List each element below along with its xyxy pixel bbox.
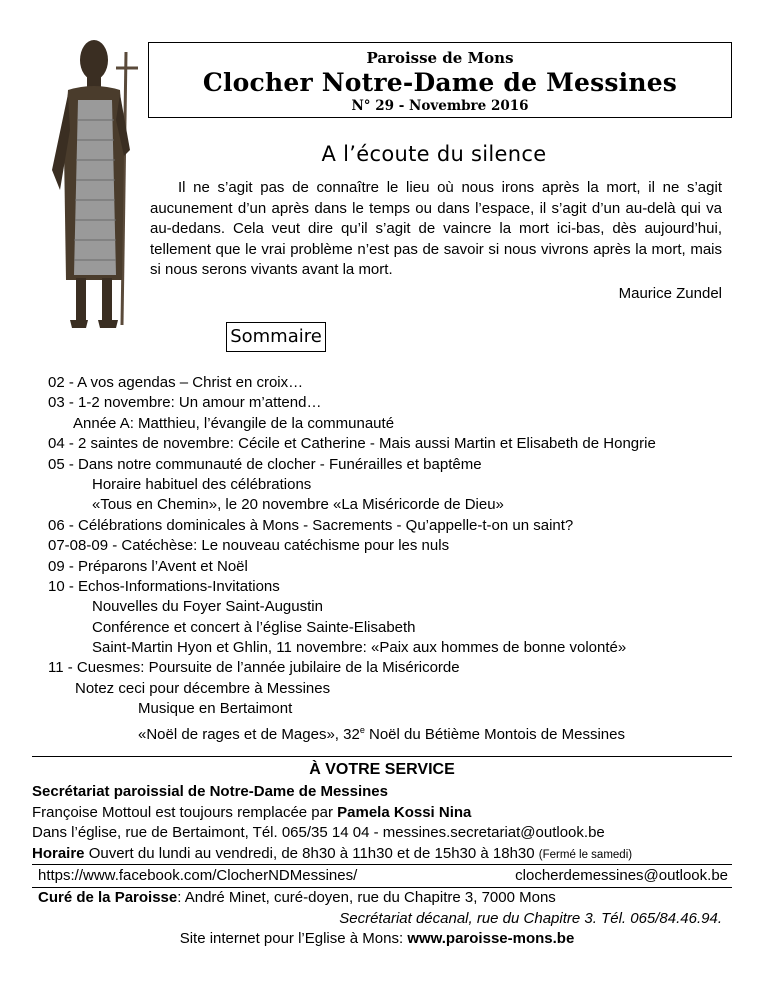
toc-text: Noël du Bétième Montois de Messines <box>364 725 625 743</box>
replacement-text: Françoise Mottoul est toujours remplacée par <box>32 803 338 821</box>
toc-line: 09 - Préparons l’Avent et Noël <box>48 557 248 575</box>
quote-author: Maurice Zundel <box>618 285 722 302</box>
website-link[interactable]: www.paroisse-mons.be <box>407 930 575 947</box>
website-label: Site internet pour l’Eglise à Mons: <box>179 930 408 947</box>
decanal-line: Secrétariat décanal, rue du Chapitre 3. Tél. 065/84.46.94. <box>339 909 722 927</box>
bulletin-title: Clocher Notre-Dame de Messines <box>202 68 678 97</box>
cure-label: Curé de la Paroisse <box>38 889 178 906</box>
cure-text: : André Minet, curé-doyen, rue du Chapitre 3, 7000 Mons <box>177 889 556 906</box>
toc-text: «Noël de rages et de Mages», 32 <box>138 725 360 743</box>
secretariat-heading <box>32 782 732 803</box>
issue-number: N° 29 - Novembre 2016 <box>351 98 529 114</box>
service-title: À VOTRE SERVICE <box>309 761 455 778</box>
toc-line: 10 - Echos-Informations-Invitations <box>48 577 280 595</box>
divider <box>32 864 732 865</box>
toc-line: 02 - A vos agendas – Christ en croix… <box>48 374 304 391</box>
toc-line: Musique en Bertaimont <box>138 700 293 718</box>
sommaire-heading: Sommaire <box>226 322 326 352</box>
toc-line: 07-08-09 - Catéchèse: Le nouveau catéchisme pour les nuls <box>48 537 450 555</box>
toc-line: 03 - 1-2 novembre: Un amour m’attend… <box>48 394 322 412</box>
hours-text: Ouvert du lundi au vendredi, de 8h30 à 11h30 et de 15h30 à 18h30 <box>84 844 539 862</box>
quote-text: Il ne s’agit pas de connaître le lieu où nous irons après la mort, il ne s’agit aucunement d’un après dans le temps ou dans l’espace, il s’agit d’un au-delà qui va au-dedans. Cela veut dire qu’il s’agit de vaincre la mort ici-bas, dès aujourd’hui, tellement que le vrai problème n’est pas de savoir si nous vivrons après la mort, mais si nous serons vivants avant la mort. <box>150 179 722 278</box>
hours-line <box>32 844 732 865</box>
parish-name: Paroisse de Mons <box>366 49 514 67</box>
secretariat-name: Secrétariat paroissial de Notre-Dame de Messines <box>32 783 388 800</box>
toc-line: «Tous en Chemin», le 20 novembre «La Miséricorde de Dieu» <box>92 496 504 514</box>
cure-section <box>32 888 722 950</box>
saint-statue-illustration <box>26 30 156 340</box>
quote-title: A l’écoute du silence <box>321 142 547 166</box>
toc-line: Horaire habituel des célébrations <box>92 475 312 493</box>
toc-line: Saint-Martin Hyon et Ghlin, 11 novembre: «Paix aux hommes de bonne volonté» <box>92 639 627 657</box>
toc-line: Notez ceci pour décembre à Messines <box>75 679 331 697</box>
replacement-name: Pamela Kossi Nina <box>337 803 472 821</box>
cure-line <box>32 888 722 909</box>
table-of-contents <box>48 373 748 743</box>
address-line: Dans l’église, rue de Bertaimont, Tél. 065/35 14 04 - messines.secretariat@outlook.be <box>32 824 605 841</box>
toc-line: Nouvelles du Foyer Saint-Augustin <box>92 598 323 616</box>
toc-line: 06 - Célébrations dominicales à Mons - Sacrements - Qu’appelle-t-on un saint? <box>48 516 574 534</box>
divider <box>32 756 732 757</box>
toc-line: Année A: Matthieu, l’évangile de la communauté <box>73 414 395 432</box>
masthead <box>148 42 732 118</box>
hours-label: Horaire <box>32 844 85 862</box>
website-line <box>32 929 722 950</box>
contact-links <box>38 866 728 887</box>
facebook-link[interactable]: https://www.facebook.com/ClocherNDMessines/ <box>38 867 358 884</box>
replacement-line <box>32 803 732 824</box>
toc-line: 05 - Dans notre communauté de clocher - Funérailles et baptême <box>48 455 482 473</box>
toc-line <box>48 720 748 743</box>
service-section <box>32 758 732 864</box>
hours-note: (Fermé le samedi) <box>538 848 633 861</box>
toc-line: Conférence et concert à l’église Sainte-Elisabeth <box>92 618 416 636</box>
toc-line: 04 - 2 saintes de novembre: Cécile et Catherine - Mais aussi Martin et Elisabeth de Hongrie <box>48 435 656 453</box>
email-link[interactable]: clocherdemessines@outlook.be <box>515 867 728 884</box>
toc-line: 11 - Cuesmes: Poursuite de l’année jubilaire de la Miséricorde <box>48 659 460 677</box>
superscript: e <box>359 724 365 735</box>
